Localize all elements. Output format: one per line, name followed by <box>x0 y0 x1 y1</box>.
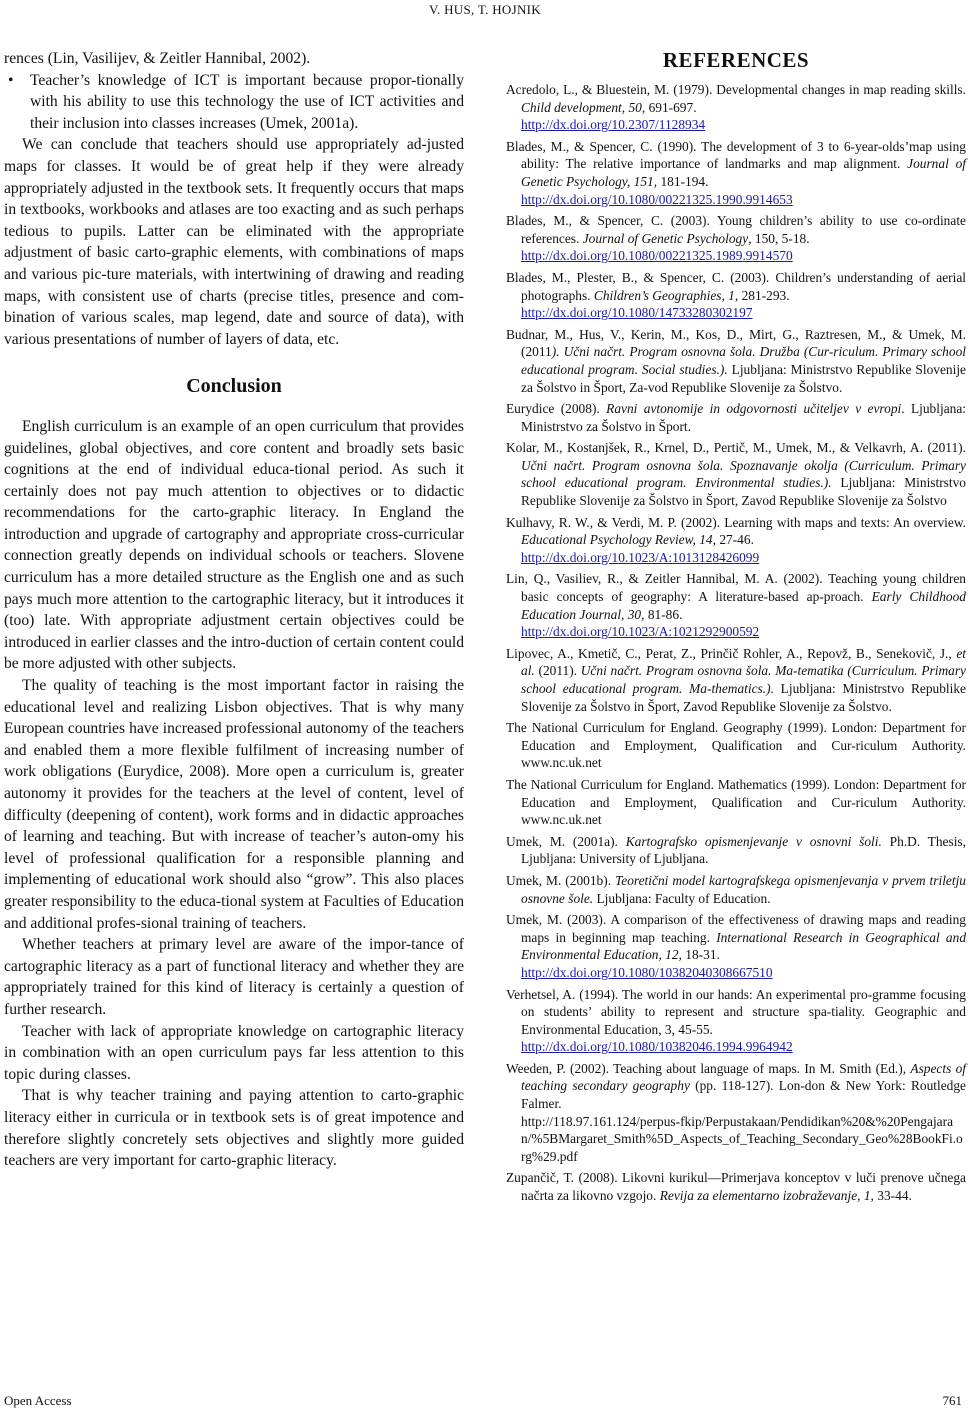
reference-text: 181-194. <box>657 173 709 189</box>
reference-source: Ravni avtonomije in odgovornosti učiteljev v evropi <box>606 401 902 417</box>
reference-text: Budnar, M., Hus, V., Kerin, M., Kos, D., Mirt, G., Raztresen, M., & Umek, M. (2011 <box>506 326 966 360</box>
reference-text: Blades, M., Plester, B., & Spencer, C. (2003). Children’s understanding of aerial photographs. <box>506 269 966 303</box>
reference-source: Educational Psychology Review, 14, <box>521 532 716 548</box>
doi-link[interactable]: http://dx.doi.org/10.2307/1128934 <box>521 117 706 133</box>
reference-text: The National Curriculum for England. Geography (1999). London: Department for Education and Employment, Qualification and Cur-riculum Authority. www.nc.uk.net <box>506 720 966 771</box>
reference-source: Child development, 50, <box>521 99 646 115</box>
reference-text: . Ljubljana: Ministrstvo za Šolstvo in Šport. <box>521 401 966 434</box>
reference-source: Kartografsko opismenjevanje v osnovni šoli. <box>625 833 882 849</box>
paragraph-conclusion-5: That is why teacher training and paying attention to carto-graphic literacy either in curricula or in textbook sets is of great impotence and therefore slightly concretely sets objectives and slightly more guided teachers are very important for carto-graphic literacy. <box>4 1087 464 1170</box>
reference-item <box>506 1060 966 1166</box>
reference-text: Blades, M., & Spencer, C. (1990). The development of 3 to 6-year-olds’map using ability: The relative importance of landmarks and map alignment. <box>506 138 966 172</box>
reference-source: ). Učni načrt. Program osnovna šola. Družba (Cur-riculum. Primary school educational program. Social studies.). <box>521 344 966 377</box>
reference-text: Ljubljana: Ministrstvo Republike Slovenije za Šolstvo in Šport, Za-vod Republike Slovenije za Šolstvo. <box>521 361 966 395</box>
bullet-list <box>4 70 464 135</box>
running-head: V. HUS, T. HOJNIK <box>428 2 541 17</box>
reference-source: Journal of Genetic Psychology, 151, <box>521 156 966 189</box>
reference-item <box>506 1169 966 1204</box>
right-column <box>506 48 966 1209</box>
reference-item <box>506 514 966 567</box>
reference-list <box>506 81 966 1205</box>
reference-text: Verhetsel, A. (1994). The world in our hands: An experimental pro-gramme focusing on students’ ability to represent and structure spa-tiality. Geographic and Environmental Education, 3, 45-55. <box>506 986 966 1037</box>
reference-source: Children’s Geographies, 1 <box>593 287 735 303</box>
doi-link[interactable]: http://dx.doi.org/10.1023/A:1021292900592 <box>521 624 760 640</box>
reference-text: 81-86. <box>644 606 683 622</box>
reference-item <box>506 911 966 981</box>
reference-text: Lipovec, A., Kmetič, C., Perat, Z., Prinčič Rohler, A., Repovž, B., Senekovič, J., <box>506 645 957 661</box>
reference-text: Eurydice (2008). <box>506 401 607 417</box>
reference-item <box>506 986 966 1056</box>
reference-item <box>506 833 966 868</box>
reference-text: (pp. 118-127). Lon-don & New York: Routledge Falmer. <box>521 1078 966 1112</box>
reference-url[interactable]: http://118.97.161.124/perpus-fkip/Perpustakaan/Pendidikan%20&%20Pengajaran/%5BMargaret_Smith%5D_Aspects_of_Teaching_Secondary_Geo%28BookFi.org%29.pdf <box>521 1113 963 1164</box>
reference-source: Učni načrt. Program osnovna šola. Ma-tematika (Curriculum. Primary school educational program. Ma-thematics.). <box>521 663 966 696</box>
reference-item <box>506 400 966 435</box>
reference-source: et al. <box>521 645 966 679</box>
reference-text: 27-46. <box>715 532 754 548</box>
doi-link[interactable]: http://dx.doi.org/10.1080/10382046.1994.9964942 <box>521 1039 793 1055</box>
doi-link[interactable]: http://dx.doi.org/10.1080/00221325.1989.9914570 <box>521 248 793 264</box>
reference-item <box>506 570 966 640</box>
reference-source: Teoretični model kartografskega opismenjevanja v prvem triletju osnovne šole. <box>521 872 966 906</box>
paragraph-maps: We can conclude that teachers should use appropriately ad-justed maps for classes. It would be of great help if they were already appropriately adjusted in the textbook sets. It frequently occurs that maps in textbooks, workbooks and atlases are too exacting and as such perhaps tedious to pupils. Latter can be eliminated with the appropriate adjustment of basic carto-graphic elements, with combinations of maps and various pic-ture materials, with intertwining of drawing and reading maps, with consistent use of charts (precise titles, presence and com-bination of various scales, map legend, date and source of data), with various presentations of number of layers of data, etc. <box>4 136 464 348</box>
reference-text: The National Curriculum for England. Mathematics (1999). London: Department for Education and Employment, Qualification and Cur-riculum Authority. www.nc.uk.net <box>506 776 966 828</box>
reference-source: Early Childhood Education Journal, 30, <box>521 589 966 622</box>
reference-item <box>506 439 966 509</box>
paragraph-conclusion-3: Whether teachers at primary level are aware of the impor-tance of cartographic literacy as a part of functional literacy and whether they are appropriately trained for this kind of literacy is certainly a question of further research. <box>4 936 464 1018</box>
reference-source: Revija za elementarno izobraževanje, 1, <box>659 1188 874 1204</box>
reference-text: Kolar, M., Kostanjšek, R., Krnel, D., Pertič, M., Umek, M., & Velkavrh, A. (2011). <box>506 440 966 456</box>
reference-text: , 150, 5-18. <box>748 230 810 246</box>
paragraph-conclusion-4: Teacher with lack of appropriate knowledge on cartographic literacy in combination with an open curriculum pays far less attention to this topic during classes. <box>4 1022 464 1083</box>
reference-text: Umek, M. (2001a). <box>506 833 626 849</box>
page-number: 761 <box>942 1393 962 1408</box>
paragraph-conclusion-2: The quality of teaching is the most important factor in raising the educational level and realizing Lisbon objectives. That is why many European countries have increased professional autonomy of the teachers and enabled them a more flexible fulfilment of increasing number of work obligations (Eurydice, 2008). More open a curriculum is, greater autonomy it provides for the teachers at the level of content, level of difficulty (deepening of content), work forms and in didactic approaches of learning and teaching. But with increase of teacher’s auton-omy his level of professional qualification for a responsible planning and implementing of educational work should also “grow”. This also places greater responsibility to the educa-tional system at Faculties of Education and additional profes-sional training of teachers. <box>4 677 464 932</box>
reference-source: International Research in Geographical and Environmental Education, 12, <box>521 929 967 963</box>
reference-text: 18-31. <box>681 947 720 963</box>
doi-link[interactable]: http://dx.doi.org/10.1080/00221325.1990.9914653 <box>521 191 793 207</box>
reference-text: 691-697. <box>645 99 697 115</box>
reference-item <box>506 212 966 265</box>
reference-text: 33-44. <box>873 1188 912 1204</box>
reference-text: , 281-293. <box>734 287 790 303</box>
doi-link[interactable]: http://dx.doi.org/10.1080/10382040308667510 <box>521 964 773 980</box>
reference-text: Ljubljana: Ministrstvo Republike Slovenije za Šolstvo in Šport, Zavod Republike Slovenije za Šolstvo <box>521 475 966 509</box>
reference-text: Zupančič, T. (2008). Likovni kurikul—Primerjava konceptov v luči prenove učnega načrta za likovno vzgojo. <box>506 1170 966 1204</box>
reference-text: Acredolo, L., & Bluestein, M. (1979). Developmental changes in map reading skills. <box>506 82 966 97</box>
reference-text: Blades, M., & Spencer, C. (2003). Young children’s ability to use co-ordinate references. <box>506 213 966 246</box>
bullet-item-ict: • Teacher’s knowledge of ICT is important because propor-tionally with his ability to use this technology the use of ICT activities and their inclusion into classes increases (Umek, 2001a). <box>4 70 464 135</box>
reference-text: Kulhavy, R. W., & Verdi, M. P. (2002). Learning with maps and texts: An overview. <box>506 514 966 530</box>
conclusion-heading: Conclusion <box>186 375 282 398</box>
doi-link[interactable]: http://dx.doi.org/10.1023/A:1013128426099 <box>521 549 760 565</box>
reference-item <box>506 776 966 829</box>
doi-link[interactable]: http://dx.doi.org/10.1080/14733280302197 <box>521 305 753 321</box>
reference-item <box>506 645 966 715</box>
reference-item <box>506 269 966 322</box>
reference-text: Ljubljana: Faculty of Education. <box>593 890 771 906</box>
paragraph-conclusion-1: English curriculum is an example of an open curriculum that provides guidelines, global objectives, and core content and broadly sets basic cognitions at the end of individual educa-tional period. As such it certainly does not pay much attention to objectives or to didactic recommendations for the carto-graphic literacy. In England the introduction and upgrade of cartography and appropriate cross-curricular connection greatly depends on individual schools or teachers. Slovene curriculum has a more detailed structure as the English one and as such pays much more attention to the cartographic literacy, but it introduces it (too) late. With appropriate adjustment certain objectives could be introduced in earlier classes and the intro-duction of certain content could be more adjusted with other subjects. <box>4 417 464 673</box>
left-column <box>4 48 464 1172</box>
references-heading: REFERENCES <box>662 48 810 72</box>
reference-text: Ljubljana: Ministrstvo Republike Slovenije za Šolstvo in Šport, Zavod Republike Slovenije za Šolstvo. <box>521 681 967 714</box>
reference-text: Lin, Q., Vasiliev, R., & Zeitler Hannibal, M. A. (2002). Teaching young children basic concepts of geography: A literature-based ap-proach. <box>506 571 966 605</box>
reference-source: Učni načrt. Program osnovna šola. Spoznavanje okolja (Curriculum. Primary school educational program. Environmental studies.). <box>521 457 966 491</box>
reference-source: Aspects of teaching secondary geography <box>521 1060 967 1094</box>
footer-open-access: Open Access <box>4 1393 72 1408</box>
reference-text: Umek, M. (2001b). <box>506 872 616 888</box>
reference-text: Weeden, P. (2002). Teaching about language of maps. In M. Smith (Ed.), <box>506 1060 911 1076</box>
reference-item <box>506 81 966 134</box>
reference-text: (2011). <box>534 663 581 679</box>
reference-text: Ph.D. Thesis, Ljubljana: University of Ljubljana. <box>521 833 966 867</box>
reference-text: Umek, M. (2003). A comparison of the effectiveness of drawing maps and reading maps in beginning map teaching. <box>506 912 966 945</box>
reference-item <box>506 872 966 907</box>
reference-source: Journal of Genetic Psychology <box>582 230 749 246</box>
reference-item <box>506 326 966 396</box>
reference-item <box>506 138 966 208</box>
reference-item <box>506 719 966 772</box>
paragraph-continuation: rences (Lin, Vasilijev, & Zeitler Hannibal, 2002). <box>4 50 311 67</box>
